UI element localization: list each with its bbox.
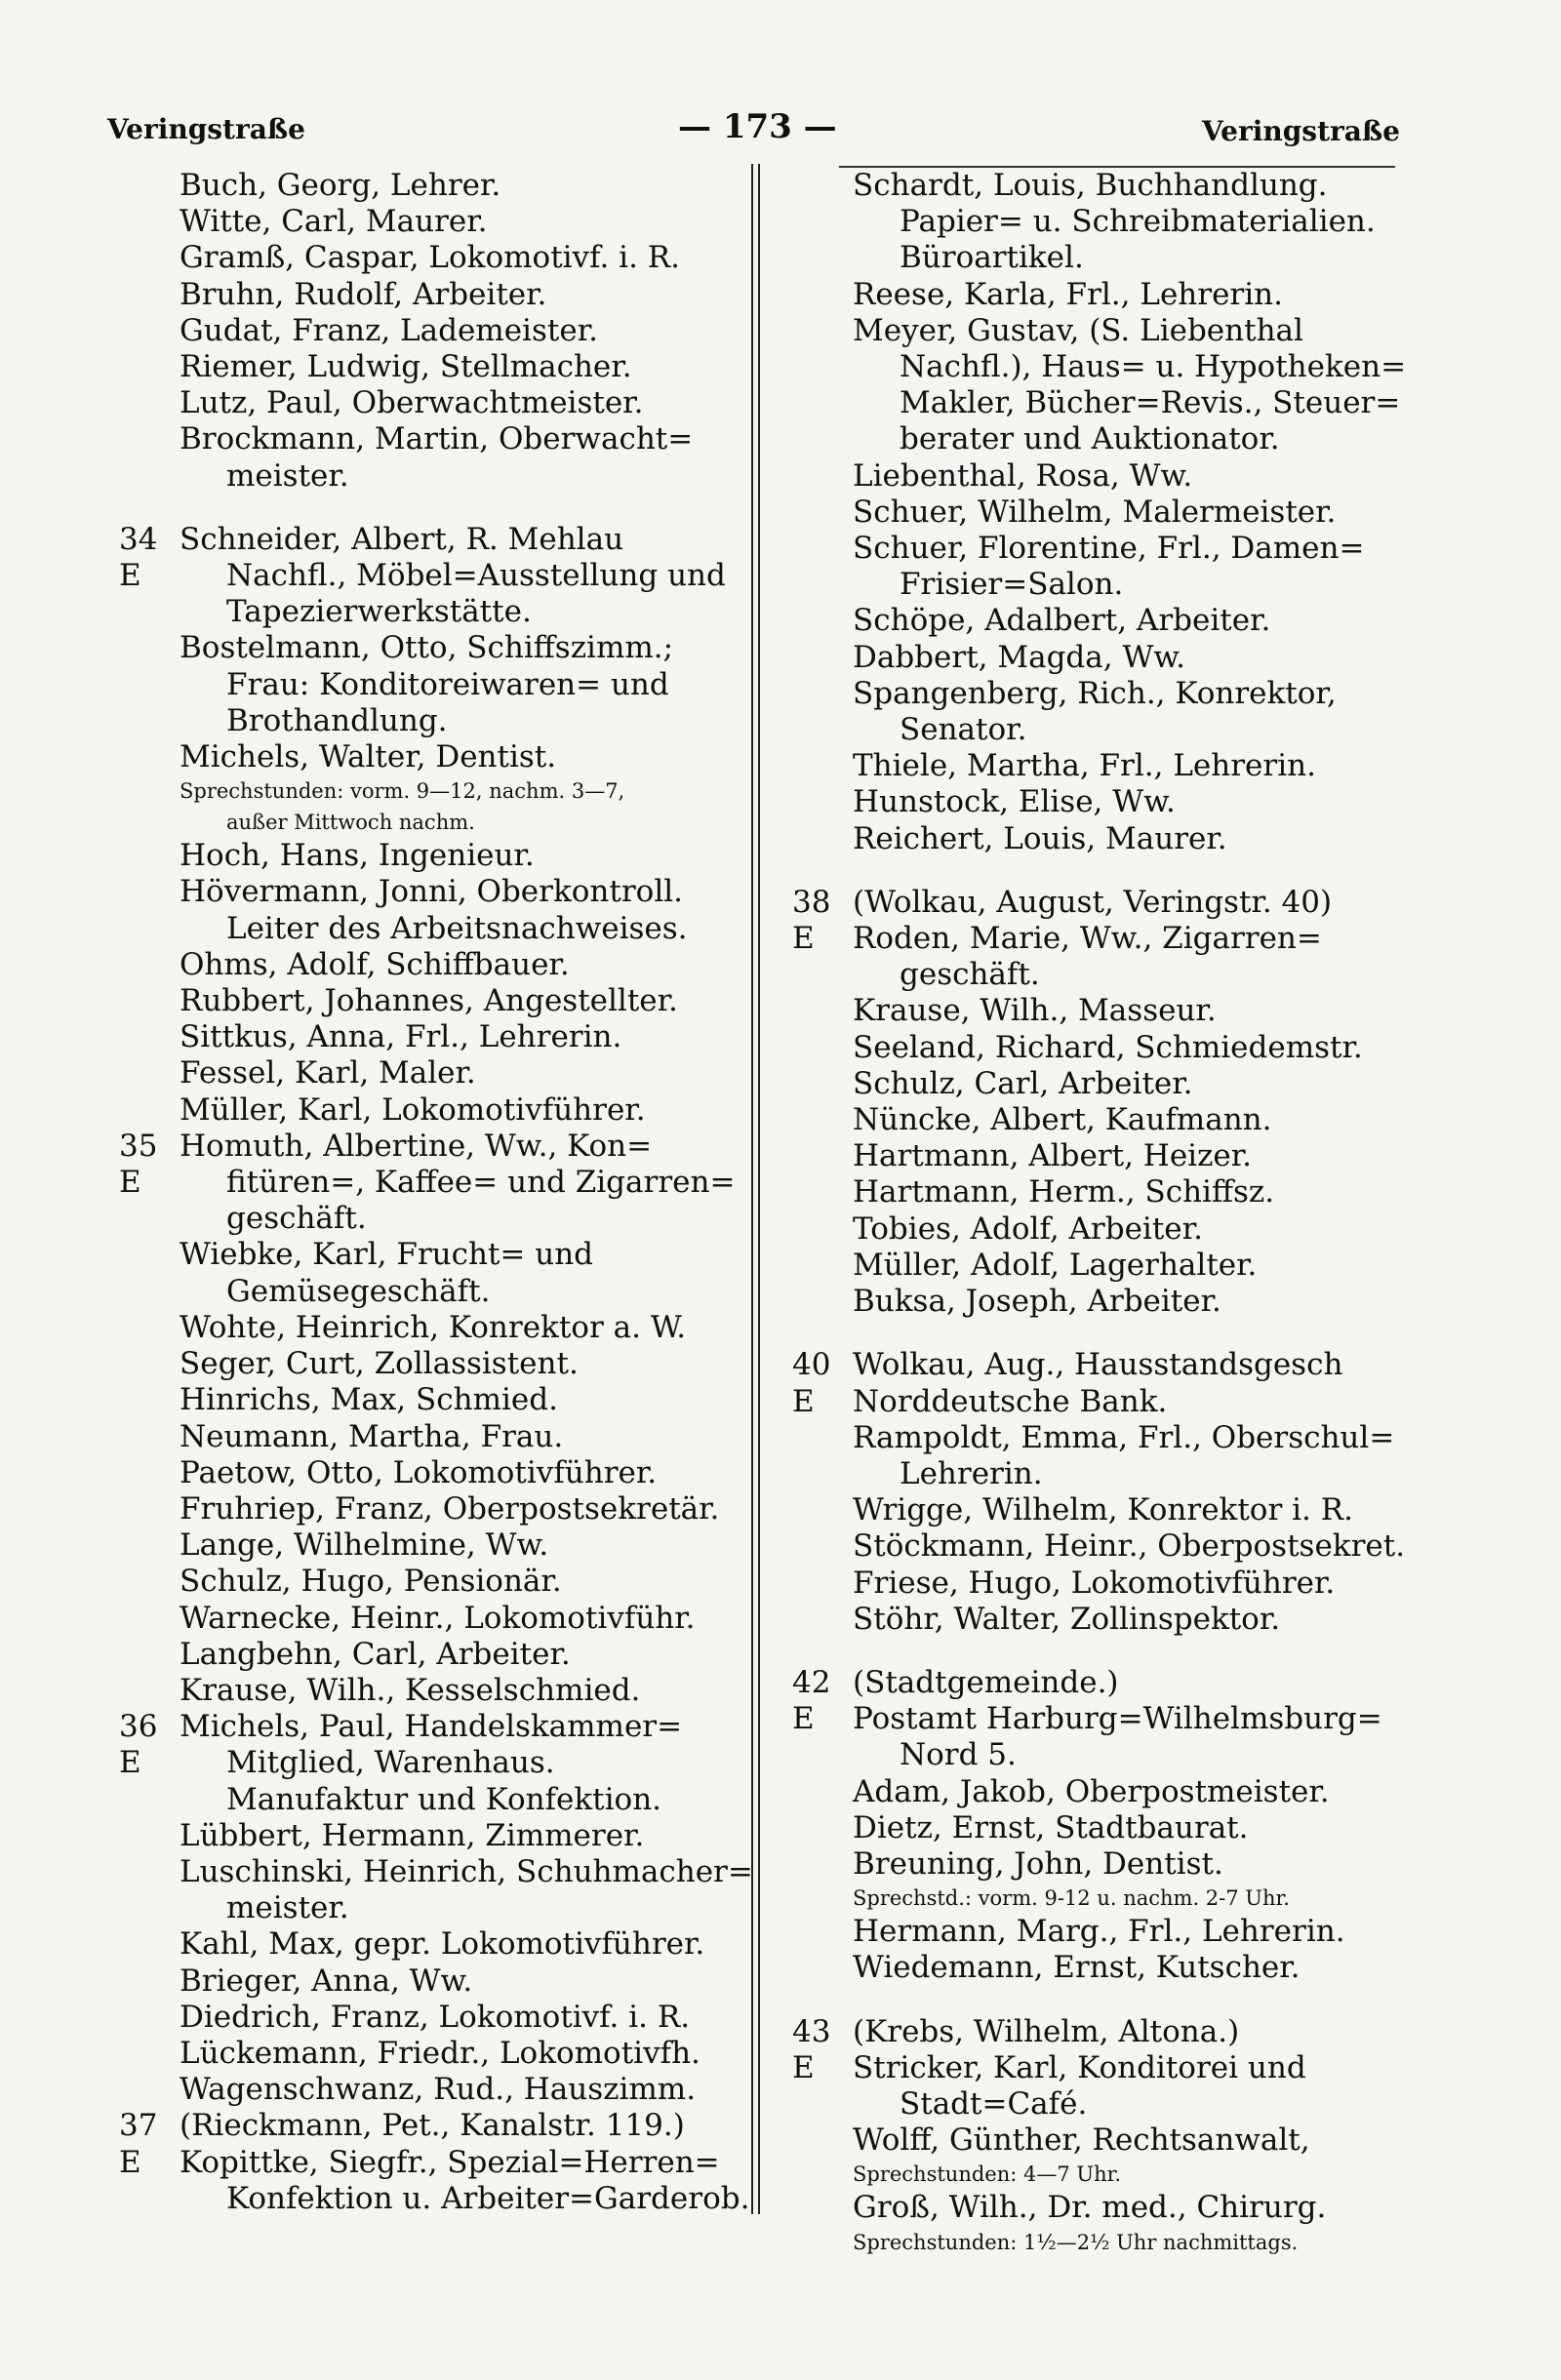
entry-line: Hoch, Hans, Ingenieur. xyxy=(180,838,535,874)
entry-line: Schulz, Hugo, Pensionär. xyxy=(180,1564,562,1600)
resident-entry xyxy=(119,1419,743,1455)
entry-line: Makler, Bücher=Revis., Steuer= xyxy=(900,385,1401,421)
entry-gap xyxy=(792,1320,1417,1347)
house-number-entry xyxy=(119,522,743,631)
page-number: — 173 — xyxy=(678,107,837,146)
office-hours-line: Sprechstunden: 4—7 Uhr. xyxy=(853,2162,1122,2187)
resident-entry xyxy=(119,775,743,838)
entry-line: Brieger, Anna, Ww. xyxy=(180,1963,473,1999)
header-street-right: Veringstraße xyxy=(1202,115,1400,147)
resident-entry xyxy=(119,1527,743,1564)
entry-line: Reichert, Louis, Maurer. xyxy=(853,820,1227,856)
resident-entry xyxy=(119,1491,743,1527)
resident-entry xyxy=(119,1673,743,1709)
resident-entry xyxy=(792,1774,1417,1810)
entry-gap xyxy=(792,1987,1417,2014)
entry-line: Dietz, Ernst, Stadtbaurat. xyxy=(853,1809,1249,1845)
entry-line: Buch, Georg, Lehrer. xyxy=(180,168,501,203)
resident-entry xyxy=(792,993,1417,1029)
entry-line: Paetow, Otto, Lokomotivführer. xyxy=(180,1454,658,1490)
entry-line: fitüren=, Kaffee= und Zigarren= xyxy=(226,1165,736,1201)
entry-line: Dabbert, Magda, Ww. xyxy=(853,639,1186,675)
resident-entry xyxy=(119,1237,743,1309)
entry-line: Fessel, Karl, Maler. xyxy=(180,1055,476,1091)
entry-line: (Stadtgemeinde.) xyxy=(853,1664,1119,1700)
entry-line: Lübbert, Hermann, Zimmerer. xyxy=(180,1817,645,1853)
entry-line: Hunstock, Elise, Ww. xyxy=(853,784,1176,820)
office-hours-line: außer Mittwoch nachm. xyxy=(226,811,475,835)
resident-entry xyxy=(119,168,743,204)
entry-line: Liebenthal, Rosa, Ww. xyxy=(853,457,1193,494)
entry-line: Nord 5. xyxy=(900,1737,1017,1773)
resident-entry xyxy=(119,277,743,313)
resident-entry xyxy=(792,1384,1417,1420)
resident-entry xyxy=(119,2072,743,2108)
entry-line: Senator. xyxy=(900,712,1027,748)
resident-entry xyxy=(792,1030,1417,1066)
entry-line: Brockmann, Martin, Oberwacht= xyxy=(180,421,694,457)
entry-line: Konfektion u. Arbeiter=Garderob. xyxy=(226,2180,750,2216)
resident-entry xyxy=(792,603,1417,639)
resident-entry xyxy=(792,1846,1417,1883)
resident-entry xyxy=(792,821,1417,857)
entry-line: Lange, Wilhelmine, Ww. xyxy=(180,1527,549,1564)
entry-line: Bostelmann, Otto, Schiffszimm.; xyxy=(180,630,674,666)
resident-entry xyxy=(792,1810,1417,1846)
resident-entry xyxy=(119,1382,743,1418)
left-column xyxy=(119,168,753,2217)
resident-entry xyxy=(792,1174,1417,1210)
entry-line: (Wolkau, August, Veringstr. 40) xyxy=(853,884,1333,920)
entry-gap xyxy=(792,857,1417,885)
entry-line: Breuning, John, Dentist. xyxy=(853,1845,1223,1882)
resident-entry xyxy=(792,1138,1417,1174)
house-number: 40 E xyxy=(792,1347,831,1419)
entry-line: Roden, Marie, Ww., Zigarren= xyxy=(853,921,1322,957)
resident-entry xyxy=(119,1310,743,1346)
resident-entry xyxy=(792,921,1417,993)
entry-line: Hinrichs, Max, Schmied. xyxy=(180,1382,558,1418)
entry-line: Thiele, Martha, Frl., Lehrerin. xyxy=(853,748,1316,784)
resident-entry xyxy=(119,349,743,385)
entry-line: Frau: Konditoreiwaren= und xyxy=(226,666,669,702)
entry-line: Hartmann, Herm., Schiffsz. xyxy=(853,1174,1275,1210)
entry-line: Diedrich, Franz, Lokomotivf. i. R. xyxy=(180,1999,691,2035)
entry-line: Stöckmann, Heinr., Oberpostsekret. xyxy=(853,1528,1406,1565)
resident-entry xyxy=(792,458,1417,495)
resident-entry xyxy=(792,1883,1417,1914)
entry-line: Schneider, Albert, R. Mehlau xyxy=(180,521,624,557)
entry-line: Büroartikel. xyxy=(900,240,1084,276)
entry-line: Homuth, Albertine, Ww., Kon= xyxy=(180,1128,653,1164)
house-number: 42 E xyxy=(792,1664,831,1737)
house-number: 43 E xyxy=(792,2013,831,2085)
resident-entry xyxy=(792,2122,1417,2159)
entry-line: Witte, Carl, Maurer. xyxy=(180,204,488,240)
resident-entry xyxy=(792,531,1417,603)
entry-line: Wolff, Günther, Rechtsanwalt, xyxy=(853,2122,1310,2159)
resident-entry xyxy=(119,630,743,739)
entry-line: Michels, Walter, Dentist. xyxy=(180,739,557,775)
resident-entry xyxy=(792,277,1417,313)
resident-entry xyxy=(119,313,743,349)
entry-line: Langbehn, Carl, Arbeiter. xyxy=(180,1636,571,1672)
resident-entry xyxy=(792,1528,1417,1565)
entry-line: Mitglied, Warenhaus. xyxy=(226,1745,555,1781)
resident-entry xyxy=(119,421,743,494)
entry-line: Leiter des Arbeitsnachweises. xyxy=(226,910,688,946)
entry-line: Wiedemann, Ernst, Kutscher. xyxy=(853,1950,1301,1986)
entry-line: Friese, Hugo, Lokomotivführer. xyxy=(853,1565,1336,1601)
entry-line: Riemer, Ludwig, Stellmacher. xyxy=(180,349,632,385)
resident-entry xyxy=(119,1964,743,2000)
resident-entry xyxy=(119,1926,743,1963)
resident-entry xyxy=(792,1950,1417,1986)
entry-line: Frisier=Salon. xyxy=(900,567,1124,603)
resident-entry xyxy=(119,1564,743,1600)
house-number: 36 E xyxy=(119,1709,158,1781)
entry-line: Wohte, Heinrich, Konrektor a. W. xyxy=(180,1309,687,1345)
resident-entry xyxy=(792,1211,1417,1248)
entry-line: Kahl, Max, gepr. Lokomotivführer. xyxy=(180,1926,705,1963)
resident-entry xyxy=(119,1455,743,1491)
entry-line: Wagenschwanz, Rud., Hauszimm. xyxy=(180,2072,697,2108)
entry-line: Groß, Wilh., Dr. med., Chirurg. xyxy=(853,2190,1327,2226)
entry-line: Sittkus, Anna, Frl., Lehrerin. xyxy=(180,1019,622,1055)
entry-line: Meyer, Gustav, (S. Liebenthal xyxy=(853,312,1303,348)
right-column xyxy=(792,168,1417,2258)
entry-line: (Rieckmann, Pet., Kanalstr. 119.) xyxy=(180,2108,685,2144)
entry-line: Nüncke, Albert, Kaufmann. xyxy=(853,1102,1272,1138)
entry-line: Brothandlung. xyxy=(226,702,448,738)
entry-line: Schulz, Carl, Arbeiter. xyxy=(853,1065,1193,1101)
resident-entry xyxy=(119,983,743,1019)
resident-entry xyxy=(792,2190,1417,2226)
entry-line: Tapezierwerkstätte. xyxy=(226,594,532,630)
entry-line: Ohms, Adolf, Schiffbauer. xyxy=(180,946,570,982)
entry-line: Schöpe, Adalbert, Arbeiter. xyxy=(853,603,1271,639)
entry-line: meister. xyxy=(226,457,349,494)
entry-line: Buksa, Joseph, Arbeiter. xyxy=(853,1284,1221,1320)
entry-line: Lehrerin. xyxy=(900,1455,1043,1491)
entry-line: Schuer, Florentine, Frl., Damen= xyxy=(853,531,1365,567)
entry-line: Müller, Adolf, Lagerhalter. xyxy=(853,1247,1258,1283)
resident-entry xyxy=(792,2050,1417,2122)
house-number: 34 E xyxy=(119,521,158,594)
entry-line: Wrigge, Wilhelm, Konrektor i. R. xyxy=(853,1492,1353,1528)
house-number: 35 E xyxy=(119,1128,158,1201)
entry-line: Neumann, Martha, Frau. xyxy=(180,1418,564,1454)
resident-entry xyxy=(792,1602,1417,1638)
resident-entry xyxy=(119,874,743,946)
entry-line: Warnecke, Heinr., Lokomotivführ. xyxy=(180,1600,696,1636)
header-street-left: Veringstraße xyxy=(107,113,305,145)
resident-entry xyxy=(792,676,1417,748)
entry-line: Michels, Paul, Handelskammer= xyxy=(180,1709,683,1745)
entry-line: Gemüsegeschäft. xyxy=(226,1273,491,1309)
resident-entry xyxy=(119,1601,743,1637)
house-number-entry xyxy=(119,1129,743,1238)
resident-entry xyxy=(792,1914,1417,1950)
house-number: 38 E xyxy=(792,884,831,957)
resident-entry xyxy=(119,1853,753,1926)
office-hours-line: Sprechstd.: vorm. 9-12 u. nachm. 2-7 Uhr. xyxy=(853,1886,1290,1911)
resident-entry xyxy=(792,1248,1417,1284)
entry-line: Seeland, Richard, Schmiedemstr. xyxy=(853,1029,1363,1065)
entry-line: Hartmann, Albert, Heizer. xyxy=(853,1138,1253,1174)
entry-line: Adam, Jakob, Oberpostmeister. xyxy=(853,1773,1330,1809)
resident-entry xyxy=(792,2159,1417,2190)
column-divider xyxy=(751,164,760,2214)
entry-line: Kopittke, Siegfr., Spezial=Herren= xyxy=(180,2144,720,2180)
resident-entry xyxy=(119,1055,743,1091)
resident-entry xyxy=(792,1420,1417,1492)
resident-entry xyxy=(792,1566,1417,1602)
resident-entry xyxy=(792,748,1417,784)
resident-entry xyxy=(119,739,743,775)
entry-line: Lutz, Paul, Oberwachtmeister. xyxy=(180,385,644,421)
entry-line: Reese, Karla, Frl., Lehrerin. xyxy=(853,276,1283,312)
entry-line: Postamt Harburg=Wilhelmsburg= xyxy=(853,1701,1382,1737)
resident-entry xyxy=(119,2036,743,2072)
entry-line: Hermann, Marg., Frl., Lehrerin. xyxy=(853,1914,1345,1950)
entry-line: Luschinski, Heinrich, Schuhmacher= xyxy=(180,1853,753,1889)
resident-entry xyxy=(792,1492,1417,1528)
entry-line: Gramß, Caspar, Lokomotivf. i. R. xyxy=(180,240,680,276)
resident-entry xyxy=(792,495,1417,531)
entry-gap xyxy=(792,1638,1417,1665)
house-number: 37 E xyxy=(119,2108,158,2180)
entry-line: Gudat, Franz, Lademeister. xyxy=(180,312,598,348)
entry-line: Seger, Curt, Zollassistent. xyxy=(180,1346,579,1382)
entry-line: Rubbert, Johannes, Angestellter. xyxy=(180,983,678,1019)
house-number-entry xyxy=(119,1709,743,1818)
entry-line: Norddeutsche Bank. xyxy=(853,1383,1168,1419)
office-hours-line: Sprechstunden: vorm. 9—12, nachm. 3—7, xyxy=(180,779,625,804)
entry-line: Krause, Wilh., Kesselschmied. xyxy=(180,1672,641,1708)
entry-line: Nachfl., Möbel=Ausstellung und xyxy=(226,558,726,594)
entry-line: Hövermann, Jonni, Oberkontroll. xyxy=(180,874,683,910)
entry-line: (Krebs, Wilhelm, Altona.) xyxy=(853,2013,1240,2049)
entry-line: Schardt, Louis, Buchhandlung. xyxy=(853,168,1328,203)
resident-entry xyxy=(792,168,1417,277)
entry-line: Müller, Karl, Lokomotivführer. xyxy=(180,1091,646,1128)
resident-entry xyxy=(792,640,1417,676)
entry-line: Schuer, Wilhelm, Malermeister. xyxy=(853,494,1337,530)
entry-line: Wiebke, Karl, Frucht= und xyxy=(180,1237,594,1273)
entry-line: Krause, Wilh., Masseur. xyxy=(853,993,1217,1029)
resident-entry xyxy=(119,2000,743,2036)
entry-gap xyxy=(119,495,743,522)
resident-entry xyxy=(792,313,1417,458)
entry-line: Bruhn, Rudolf, Arbeiter. xyxy=(180,276,547,312)
entry-line: Lückemann, Friedr., Lokomotivfh. xyxy=(180,2035,700,2071)
entry-line: geschäft. xyxy=(226,1201,367,1237)
resident-entry xyxy=(792,1102,1417,1138)
entry-line: meister. xyxy=(226,1890,349,1926)
resident-entry xyxy=(792,784,1417,820)
resident-entry xyxy=(119,1346,743,1382)
entry-line: berater und Auktionator. xyxy=(900,421,1280,457)
resident-entry xyxy=(119,204,743,240)
entry-line: Papier= u. Schreibmaterialien. xyxy=(900,204,1376,240)
page-header xyxy=(107,101,1400,160)
entry-line: Manufaktur und Konfektion. xyxy=(226,1781,662,1817)
resident-entry xyxy=(119,838,743,874)
entry-line: Nachfl.), Haus= u. Hypotheken= xyxy=(900,349,1407,385)
entry-line: Stadt=Café. xyxy=(900,2085,1088,2122)
resident-entry xyxy=(792,1066,1417,1102)
entry-line: Fruhriep, Franz, Oberpostsekretär. xyxy=(180,1490,720,1527)
entry-line: Rampoldt, Emma, Frl., Oberschul= xyxy=(853,1419,1395,1455)
resident-entry xyxy=(119,385,743,421)
office-hours-line: Sprechstunden: 1½—2½ Uhr nachmittags. xyxy=(853,2230,1299,2254)
entry-line: Wolkau, Aug., Hausstandsgesch xyxy=(853,1347,1343,1383)
resident-entry xyxy=(119,1092,743,1129)
resident-entry xyxy=(119,1818,743,1854)
resident-entry xyxy=(119,1019,743,1055)
entry-line: geschäft. xyxy=(900,957,1040,993)
resident-entry xyxy=(792,1284,1417,1320)
resident-entry xyxy=(119,240,743,276)
entry-line: Stöhr, Walter, Zollinspektor. xyxy=(853,1601,1281,1637)
entry-line: Stricker, Karl, Konditorei und xyxy=(853,2049,1306,2085)
resident-entry xyxy=(119,1637,743,1673)
resident-entry xyxy=(792,1701,1417,1773)
entry-line: Tobies, Adolf, Arbeiter. xyxy=(853,1210,1203,1247)
entry-line: Spangenberg, Rich., Konrektor, xyxy=(853,675,1337,711)
resident-entry xyxy=(119,947,743,983)
resident-entry xyxy=(792,2227,1417,2258)
